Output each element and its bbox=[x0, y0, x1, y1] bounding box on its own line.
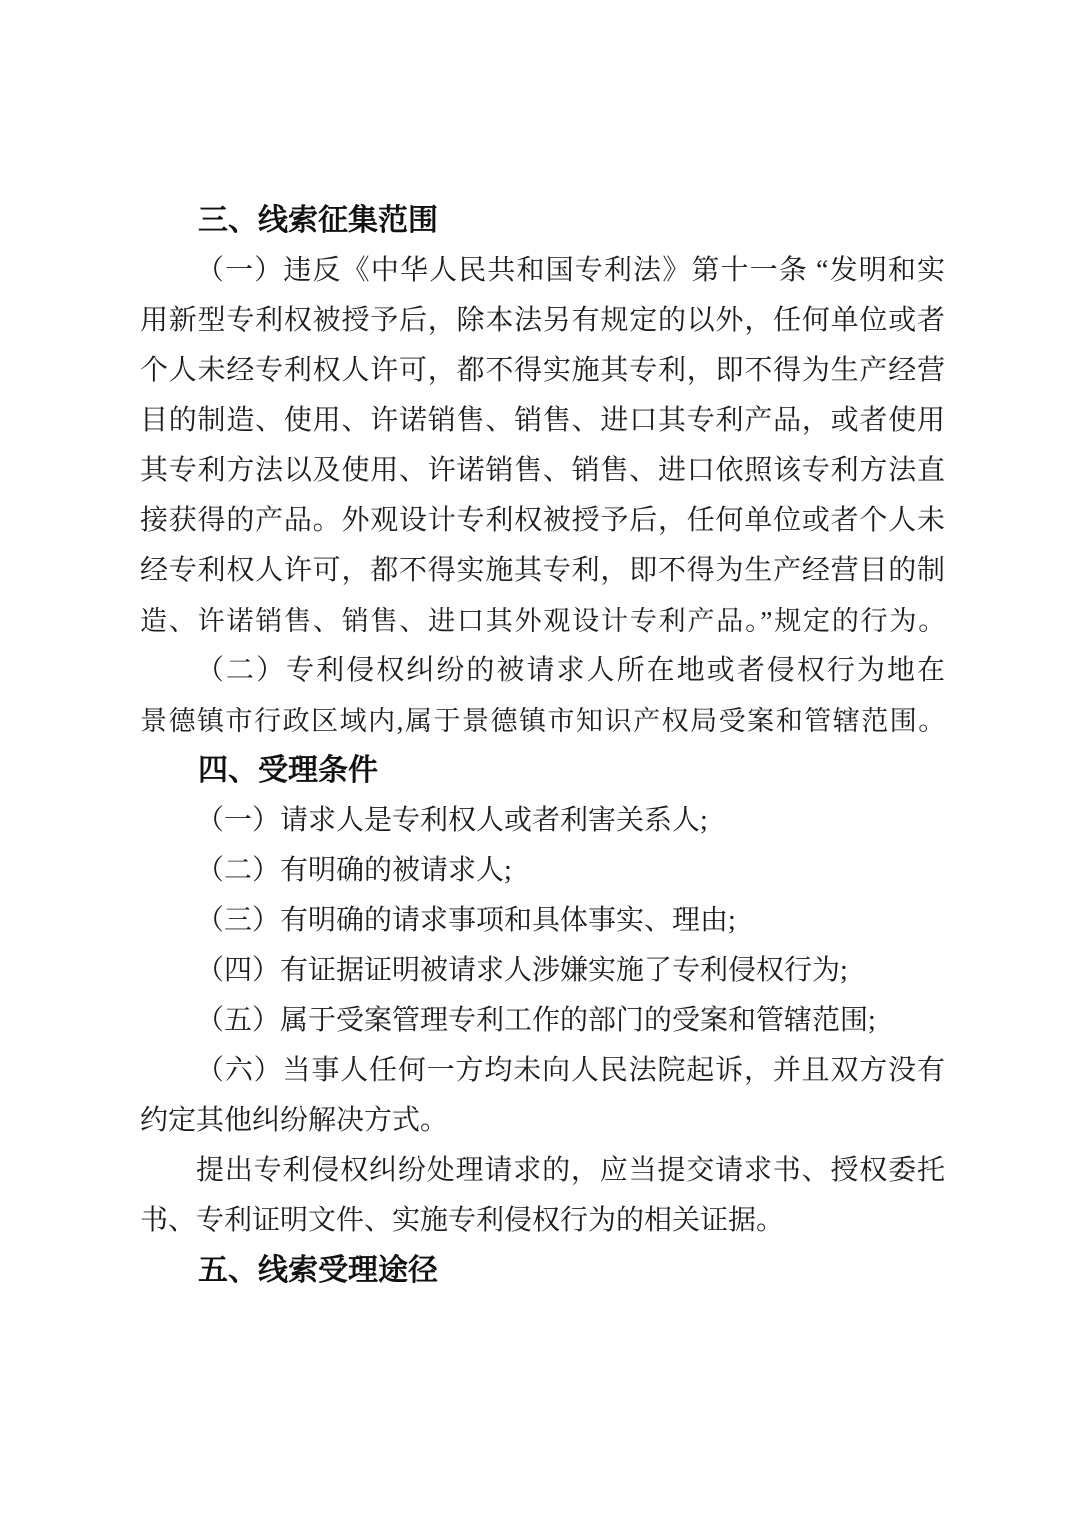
paragraph-line: 接获得的产品。外观设计专利权被授予后，任何单位或者个人未 bbox=[140, 505, 945, 536]
list-item: （六）当事人任何一方均未向人民法院起诉，并且双方没有 bbox=[196, 1055, 945, 1086]
paragraph-line: 造、许诺销售、销售、进口其外观设计专利产品。”规定的行为。 bbox=[140, 606, 945, 636]
list-item: （三）有明确的请求事项和具体事实、理由; bbox=[196, 905, 736, 936]
paragraph-line: 目的制造、使用、许诺销售、销售、进口其专利产品，或者使用 bbox=[140, 405, 945, 436]
list-item: （五）属于受案管理专利工作的部门的受案和管辖范围; bbox=[196, 1005, 876, 1036]
document-body bbox=[140, 196, 945, 1296]
paragraph-line: 书、专利证明文件、实施专利侵权行为的相关证据。 bbox=[140, 1205, 785, 1236]
section-heading-3: 三、线索征集范围 bbox=[198, 204, 438, 237]
paragraph-line: 经专利权人许可，都不得实施其专利，即不得为生产经营目的制 bbox=[140, 555, 945, 586]
paragraph-line: 其专利方法以及使用、许诺销售、销售、进口依照该专利方法直 bbox=[140, 455, 945, 486]
paragraph-line: 用新型专利权被授予后，除本法另有规定的以外，任何单位或者 bbox=[140, 305, 945, 336]
list-item: （四）有证据证明被请求人涉嫌实施了专利侵权行为; bbox=[196, 955, 848, 986]
paragraph-line: （一）违反《中华人民共和国专利法》第十一条 “发明和实 bbox=[196, 255, 945, 286]
paragraph-line: （二）专利侵权纠纷的被请求人所在地或者侵权行为地在 bbox=[196, 655, 945, 686]
section-heading-5: 五、线索受理途径 bbox=[198, 1254, 438, 1287]
list-item: （二）有明确的被请求人; bbox=[196, 855, 512, 886]
paragraph-line: 约定其他纠纷解决方式。 bbox=[140, 1105, 449, 1136]
paragraph-line: 景德镇市行政区域内,属于景德镇市知识产权局受案和管辖范围。 bbox=[140, 706, 945, 736]
list-item: （一）请求人是专利权人或者利害关系人; bbox=[196, 805, 708, 836]
paragraph-line: 提出专利侵权纠纷处理请求的，应当提交请求书、授权委托 bbox=[196, 1155, 945, 1186]
section-heading-4: 四、受理条件 bbox=[198, 754, 378, 787]
paragraph-line: 个人未经专利权人许可，都不得实施其专利，即不得为生产经营 bbox=[140, 355, 945, 386]
